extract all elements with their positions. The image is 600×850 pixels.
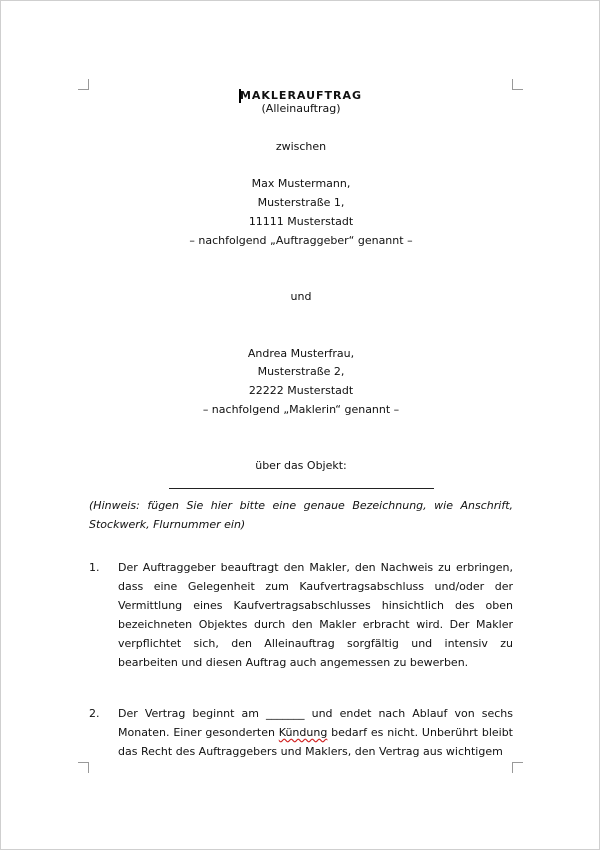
clause-text xyxy=(118,704,513,761)
object-hint: (Hinweis: fügen Sie hier bitte eine genaue Bezeichnung, wie Anschrift, Stockwerk, Flurnummer ein) xyxy=(89,499,513,531)
client-name: Max Mustermann, xyxy=(251,177,351,190)
client-role: – nachfolgend „Auftraggeber“ genannt – xyxy=(189,234,413,247)
object-fill-line xyxy=(169,488,434,489)
clause-number: 1. xyxy=(89,561,100,574)
broker-role: – nachfolgend „Maklerin“ genannt – xyxy=(202,403,400,416)
between-text: zwischen xyxy=(275,140,327,153)
object-label: über das Objekt: xyxy=(255,459,347,472)
clause-2 xyxy=(89,704,513,761)
clause-text-part: bedarf es nicht. Unberührt bleibt das Recht des Auftraggebers und Maklers, den Vertrag aus wichtigem xyxy=(118,726,513,758)
misspelled-word[interactable]: Kündung xyxy=(278,726,328,739)
client-city: 11111 Musterstadt xyxy=(248,215,354,228)
clause-1 xyxy=(89,558,513,672)
document-subtitle: (Alleinauftrag) xyxy=(261,102,341,115)
margin-corner-top-right xyxy=(512,79,523,90)
broker-street: Musterstraße 2, xyxy=(257,365,345,378)
clause-text-part: Der Vertrag beginnt am _______ und endet nach Ablauf von sechs Monaten. Einer gesonderten xyxy=(118,707,513,739)
margin-corner-top-left xyxy=(78,79,89,90)
client-street: Musterstraße 1, xyxy=(257,196,345,209)
margin-corner-bottom-right xyxy=(512,762,523,773)
clause-text: Der Auftraggeber beauftragt den Makler, den Nachweis zu erbringen, dass eine Gelegenheit zum Kaufvertragsabschluss und/oder der Vermittlung eines Kaufvertragsabschlusses hinsichtlich des oben bezeichneten Objektes durch den Makler erbracht wird. Der Makler verpflichtet sich, den Alleinauftrag sorgfältig und intensiv zu bearbeiten und diesen Auftrag auch angemessen zu bewerben. xyxy=(118,561,513,669)
and-text: und xyxy=(290,290,312,303)
margin-corner-bottom-left xyxy=(78,762,89,773)
clause-number: 2. xyxy=(89,707,100,720)
document-title: MAKLERAUFTRAG xyxy=(239,89,363,102)
broker-name: Andrea Musterfrau, xyxy=(247,347,355,360)
broker-city: 22222 Musterstadt xyxy=(248,384,354,397)
